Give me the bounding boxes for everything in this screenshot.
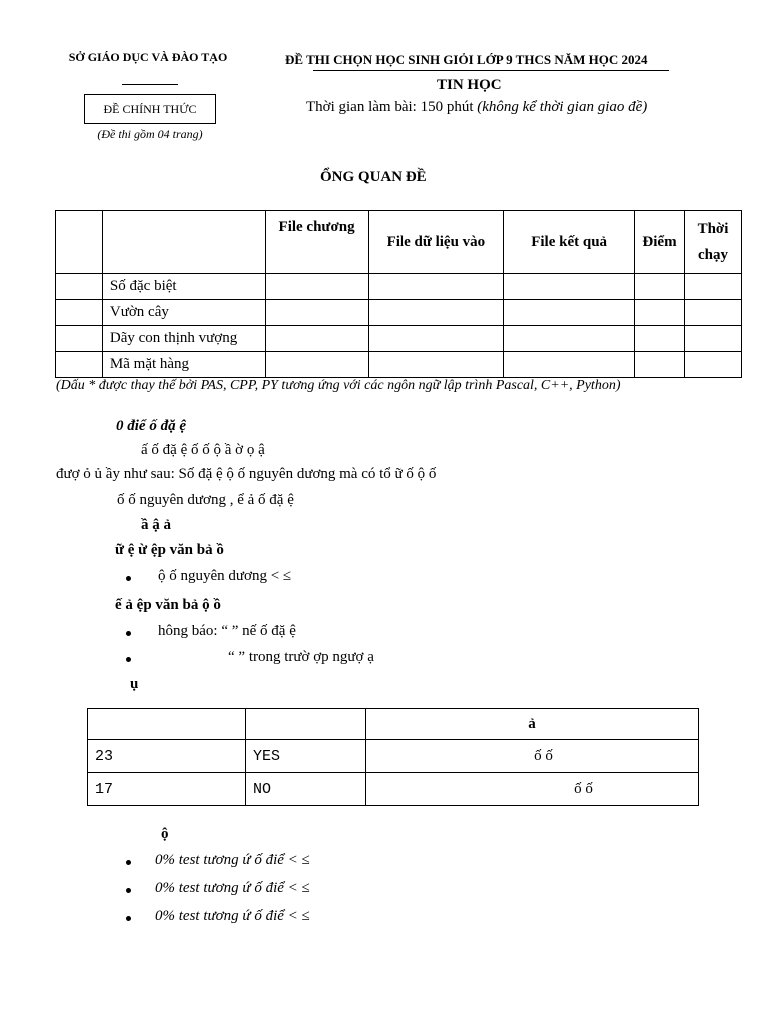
overview-cell — [56, 352, 103, 378]
overview-cell — [684, 300, 741, 326]
subject-title: TIN HỌC — [437, 77, 502, 93]
scoring-item: 0% test tương ứ ố điể < ≤ — [155, 852, 310, 868]
overview-cell — [504, 274, 635, 300]
example-table — [87, 708, 699, 806]
official-label: ĐỀ CHÍNH THỨC — [84, 94, 216, 124]
example-input: 17 — [88, 773, 246, 806]
time-limit-text: Thời gian làm bài: 150 phút — [306, 99, 478, 115]
scoring-heading: ộ — [161, 826, 169, 842]
overview-problem-name: Số đặc biệt — [102, 274, 265, 300]
bullet-icon — [126, 576, 131, 581]
output-item: hông báo: “ ” nế ố đặ ệ — [158, 623, 296, 639]
overview-table — [55, 210, 742, 378]
overview-title: ỔNG QUAN ĐỀ — [320, 169, 427, 185]
example-row — [88, 773, 699, 806]
exam-title: ĐỀ THI CHỌN HỌC SINH GIỎI LỚP 9 THCS NĂM HỌC 2024 — [285, 52, 648, 67]
header-left-divider — [122, 84, 178, 85]
example-header-explain: ả — [366, 709, 699, 740]
overview-row — [56, 352, 742, 378]
overview-cell — [368, 352, 504, 378]
overview-cell — [635, 274, 685, 300]
overview-header-row — [56, 211, 742, 274]
overview-cell — [635, 326, 685, 352]
problem-line: đượ ỏ ủ ầy như sau: Số đặ ệ ộ ố nguyên dương mà có tổ ữ ố ộ ố — [56, 466, 437, 482]
scoring-item: 0% test tương ứ ố điể < ≤ — [155, 908, 310, 924]
overview-problem-name: Vườn cây — [102, 300, 265, 326]
example-row — [88, 740, 699, 773]
scoring-item: 0% test tương ứ ố điể < ≤ — [155, 880, 310, 896]
overview-cell — [56, 326, 103, 352]
overview-row — [56, 300, 742, 326]
overview-cell — [684, 326, 741, 352]
example-input: 23 — [88, 740, 246, 773]
bullet-icon — [126, 631, 131, 636]
language-note: (Dấu * được thay thế bởi PAS, CPP, PY tương ứng với các ngôn ngữ lập trình Pascal, C++, Python) — [56, 378, 621, 393]
overview-cell — [368, 326, 504, 352]
example-output: NO — [246, 773, 366, 806]
output-heading: ế ả ệp văn bả ộ ồ — [115, 597, 221, 613]
overview-cell — [684, 352, 741, 378]
page-count: (Đề thi gồm 04 trang) — [97, 127, 203, 141]
overview-cell — [504, 326, 635, 352]
overview-row — [56, 274, 742, 300]
time-limit — [306, 99, 647, 116]
overview-cell — [56, 274, 103, 300]
overview-cell — [56, 300, 103, 326]
output-item: “ ” trong trườ ợp ngượ ạ — [228, 649, 374, 665]
exam-title-underline — [313, 70, 669, 71]
overview-header-time: Thời chạy — [684, 211, 741, 274]
overview-cell — [504, 300, 635, 326]
example-explain: ố ố — [366, 773, 699, 806]
overview-cell — [265, 300, 368, 326]
problem-heading: 0 điể ố đặ ệ — [116, 418, 186, 434]
overview-cell — [684, 274, 741, 300]
bullet-icon — [126, 916, 131, 921]
overview-header-program: File chương — [265, 211, 368, 274]
overview-cell — [265, 326, 368, 352]
overview-cell — [635, 300, 685, 326]
problem-line: ố ố nguyên dương , ể ả ố đặ ệ — [117, 492, 294, 508]
example-header-cell — [246, 709, 366, 740]
overview-header-cell — [56, 211, 103, 274]
overview-cell — [265, 352, 368, 378]
example-output: YES — [246, 740, 366, 773]
problem-line: ấ ố đặ ệ ố ố ộ ầ ờ ọ ậ — [141, 442, 265, 458]
problem-line: ầ ậ ả — [141, 517, 171, 533]
overview-cell — [635, 352, 685, 378]
input-heading: ữ ệ ừ ệp văn bả ồ — [115, 542, 224, 558]
overview-cell — [504, 352, 635, 378]
overview-header-output: File kết quả — [504, 211, 635, 274]
overview-header-cell — [102, 211, 265, 274]
example-explain: ố ố — [366, 740, 699, 773]
overview-cell — [368, 274, 504, 300]
bullet-icon — [126, 657, 131, 662]
overview-problem-name: Mã mặt hàng — [102, 352, 265, 378]
bullet-icon — [126, 860, 131, 865]
overview-row — [56, 326, 742, 352]
example-header-row — [88, 709, 699, 740]
overview-cell — [265, 274, 368, 300]
example-heading: ụ — [130, 676, 139, 692]
example-header-cell — [88, 709, 246, 740]
department-name: SỞ GIÁO DỤC VÀ ĐÀO TẠO — [68, 50, 228, 64]
time-limit-note: (không kể thời gian giao đề) — [477, 99, 648, 115]
overview-header-score: Điểm — [635, 211, 685, 274]
overview-header-input: File dữ liệu vào — [368, 211, 504, 274]
overview-cell — [368, 300, 504, 326]
bullet-icon — [126, 888, 131, 893]
input-item: ộ ố nguyên dương < ≤ — [158, 568, 292, 584]
overview-problem-name: Dãy con thịnh vượng — [102, 326, 265, 352]
